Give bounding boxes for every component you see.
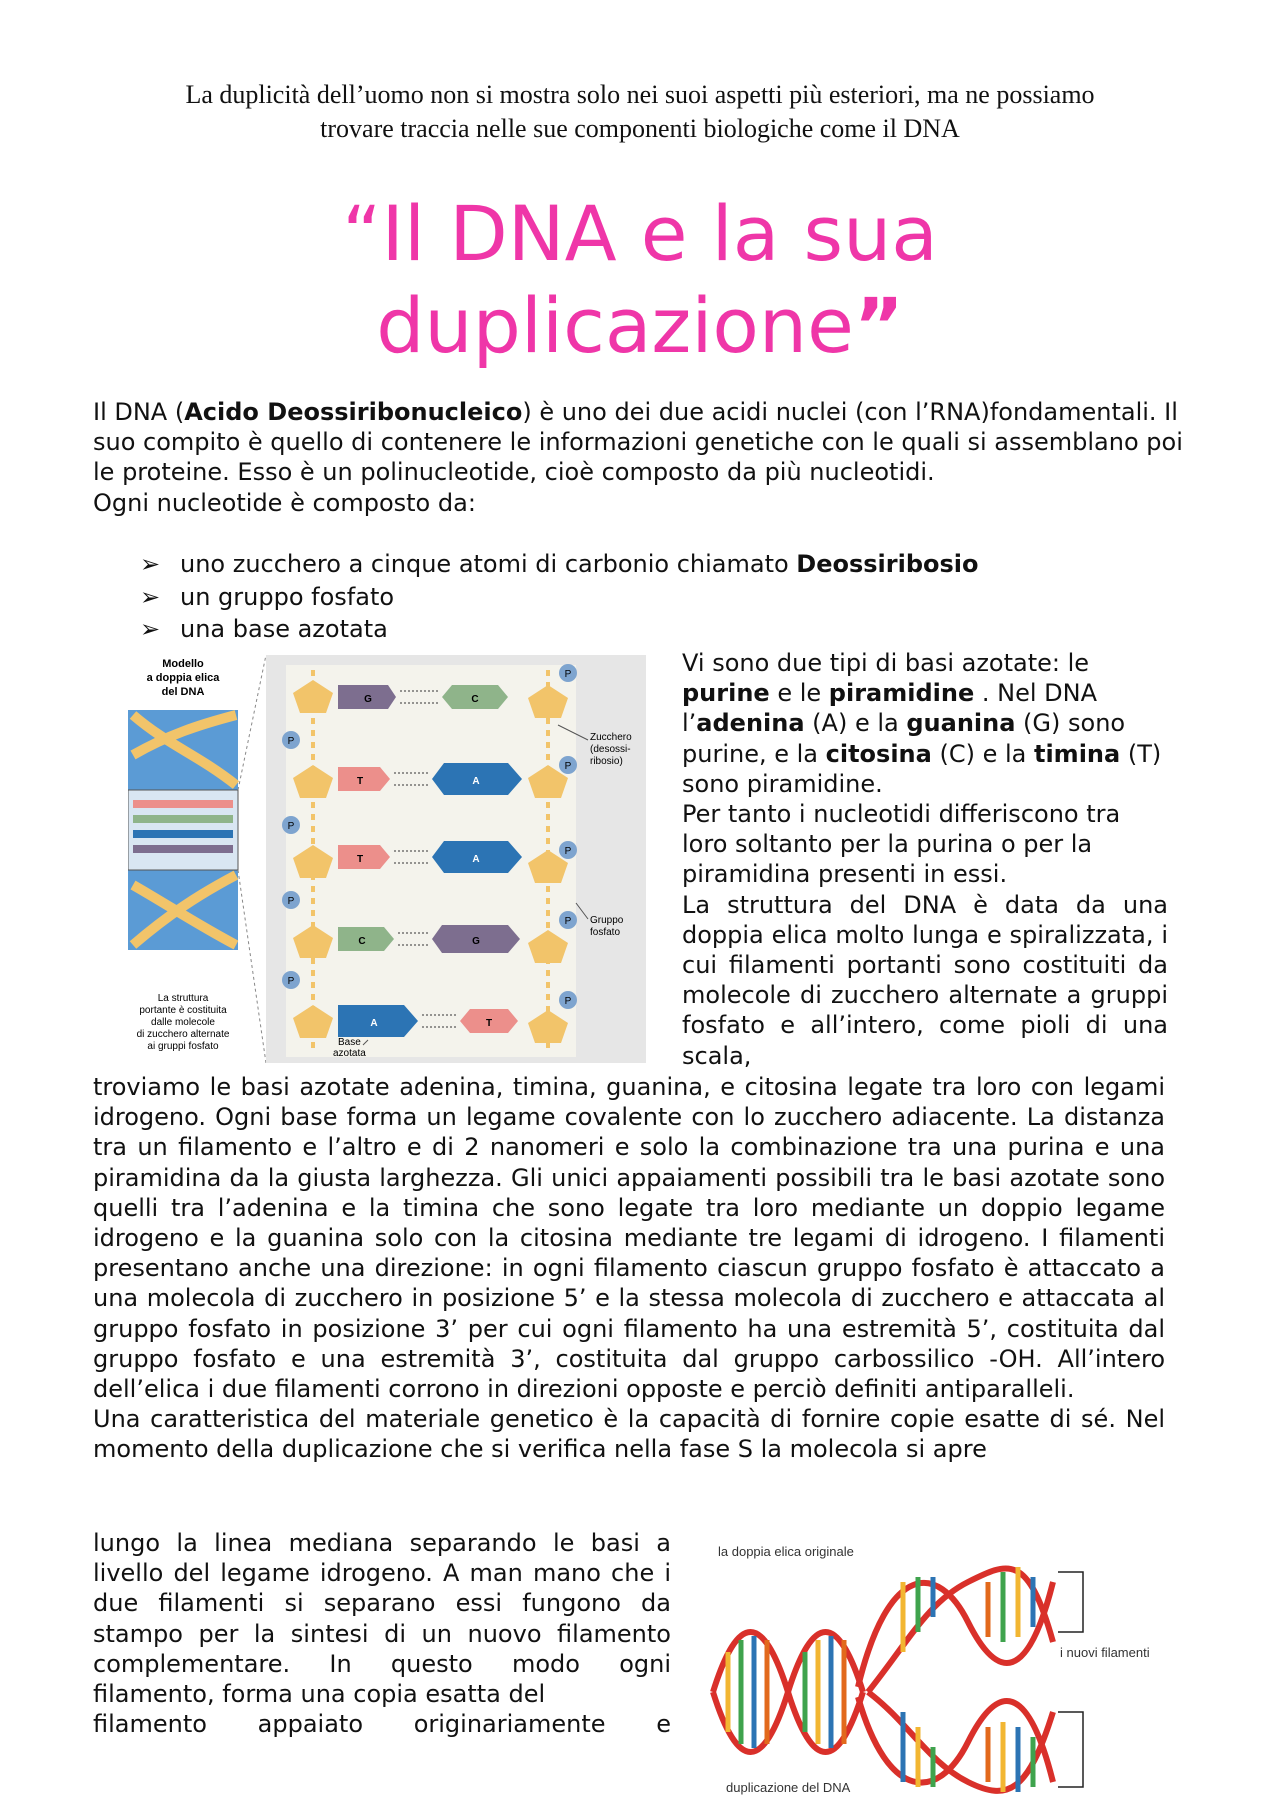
intro-text <box>80 78 1200 146</box>
text-span: (T) sono piramidine. <box>682 739 1162 798</box>
label-original-helix: la doppia elica originale <box>718 1544 854 1559</box>
phosphate-label: P <box>564 761 572 772</box>
text-span: . Nel DNA l’ <box>682 679 1098 738</box>
list-item-text: un gruppo fosfato <box>180 582 395 611</box>
intro-paragraph <box>93 397 1183 518</box>
term-timina: timina <box>1033 739 1121 768</box>
figure-caption-line-2: portante è costituita <box>139 1005 227 1016</box>
arrow-bullet-icon: ➢ <box>140 615 161 643</box>
list-item <box>140 614 979 647</box>
term-acido-deossiribonucleico: Acido Deossiribonucleico <box>184 398 523 426</box>
text-span: ) è uno dei due acidi nuclei (con l’RNA)fondamentali. Il suo compito è quello di contenere le informazioni genetiche con le quali si assemblano poi le proteine. Esso è un polinucleotide, cioè composto da più nucleotidi. <box>93 398 1183 487</box>
phosphate-label: P <box>287 896 295 907</box>
paragraph-nucleotide-difference: Per tanto i nucleotidi differiscono tra loro soltanto per la purina o per la piramidina presenti in essi. <box>682 800 1121 889</box>
bases-paragraph <box>682 648 1168 1071</box>
figure-caption-line-1: La struttura <box>157 993 209 1004</box>
figure-caption-line-5: ai gruppi fosfato <box>147 1041 219 1052</box>
paragraph-bases <box>682 648 1168 799</box>
phosphate-label: P <box>564 996 572 1007</box>
title-text-2: duplicazione <box>376 281 854 370</box>
label-sugar-line-2: (desossi- <box>590 744 631 755</box>
label-base-line-2: azotata <box>333 1048 366 1059</box>
paragraph-duplication: Una caratteristica del materiale genetico è la capacità di fornire copie esatte di sé. Nel momento della duplicazione che si verifica nella fase S la molecola si apre <box>93 1405 1165 1464</box>
phosphate-label: P <box>287 821 295 832</box>
figure-title-line-1: Modello <box>162 658 204 670</box>
base-label-c: C <box>358 936 366 947</box>
base-label-a: A <box>370 1018 378 1029</box>
intro-line-1: La duplicità dell’uomo non si mostra solo nei suoi aspetti più esteriori, ma ne possiamo <box>185 80 1095 109</box>
text-span: (G) sono purine, e la <box>682 709 1126 768</box>
term-citosina: citosina <box>825 739 932 768</box>
phosphate-label: P <box>287 736 295 747</box>
term-guanina: guanina <box>906 709 1016 738</box>
arrow-bullet-icon: ➢ <box>140 550 161 578</box>
intro-line-2: trovare traccia nelle sue componenti biologiche come il DNA <box>320 114 960 143</box>
term-purine: purine <box>682 679 770 708</box>
label-dna-duplication: duplicazione del DNA <box>726 1780 851 1795</box>
title-open-quote: “ <box>342 189 382 278</box>
paragraph-nucleotide: Ogni nucleotide è composto da: <box>93 488 476 517</box>
base-label-a: A <box>472 854 480 865</box>
phosphate-label: P <box>287 976 295 987</box>
figure-title-line-2: a doppia elica <box>146 672 220 684</box>
helix-model-inset <box>128 710 238 950</box>
label-sugar-line-1: Zucchero <box>590 732 632 743</box>
duplication-paragraph <box>93 1528 671 1739</box>
figure-title-line-3: del DNA <box>161 686 205 698</box>
arrow-bullet-icon: ➢ <box>140 582 161 611</box>
base-label-c: C <box>471 694 479 705</box>
label-sugar-line-3: ribosio) <box>590 756 623 767</box>
text-span: (A) e la <box>804 709 907 738</box>
base-label-t: T <box>356 776 364 787</box>
title-close-quote: ” <box>853 281 904 370</box>
term-adenina: adenina <box>696 709 805 738</box>
base-label-t: T <box>356 854 364 865</box>
structure-paragraph <box>93 1072 1165 1465</box>
label-phosphate-line-2: fosfato <box>590 927 621 938</box>
paragraph-structure: La struttura del DNA è data da una doppia elica molto lunga e spiralizzata, i cui filamenti portanti sono costituiti da molecole di zucchero alternate a gruppi fosfato e all’intero, come pioli di una scala, <box>682 890 1168 1070</box>
paragraph-bonds: troviamo le basi azotate adenina, timina, guanina, e citosina legate tra loro con legami idrogeno. Ogni base forma un legame covalente con lo zucchero adiacente. La distanza tra un filamento e l’altro e di 2 nanomeri e solo la combinazione tra una purina e una piramidina da la giusta larghezza. Gli unici appaiamenti possibili tra le basi azotate sono quelli tra l’adenina e la timina che sono legate tra loro mediante un doppio legame idrogeno e la guanina solo con la citosina mediante tre legami di idrogeno. I filamenti presentano anche una direzione: in ogni filamento ciascun gruppo fosfato è attaccato a una molecola di zucchero in posizione 5’ e la stessa molecola di zucchero e attaccata al gruppo fosfato in posizione 3’ per cui ogni filamento ha una estremità 5’, costituita dal gruppo fosfato e una estremità 3’, costituita dal gruppo carbossilico -OH. All’intero dell’elica i due filamenti corrono in direzioni opposte e perciò definiti antiparalleli. <box>93 1073 1165 1404</box>
term-deossiribosio: Deossiribosio <box>796 550 979 578</box>
base-label-t: T <box>485 1018 493 1029</box>
label-phosphate-line-1: Gruppo <box>590 915 624 926</box>
paragraph-duplication-continued: lungo la linea mediana separando le basi a livello del legame idrogeno. A man mano che i due filamenti si separano essi fungono da stampo per la sintesi di un nuovo filamento complementare. In questo modo ogni filamento, forma una copia esatta del <box>93 1529 671 1709</box>
phosphate-label: P <box>564 916 572 927</box>
list-item-text: una base azotata <box>180 615 388 643</box>
title-line-2 <box>140 280 1140 372</box>
list-item <box>140 549 979 582</box>
paragraph-last-line: filamento appaiato originariamente e <box>93 1710 671 1739</box>
text-span: (C) e la <box>931 739 1034 768</box>
phosphate-label: P <box>564 669 572 680</box>
list-item-text: uno zucchero a cinque atomi di carbonio chiamato <box>180 550 797 578</box>
text-span: Il DNA ( <box>93 398 185 426</box>
dna-double-helix-figure <box>128 655 646 1063</box>
figure-caption-line-4: di zucchero alternate <box>136 1029 230 1040</box>
title-text-1: Il DNA e la sua <box>381 189 938 278</box>
nucleotide-list <box>140 549 979 647</box>
phosphate-label: P <box>564 846 572 857</box>
text-span: e le <box>769 679 829 708</box>
base-label-g: G <box>364 694 372 705</box>
paragraph-dna <box>93 397 1183 488</box>
page-title <box>140 188 1140 372</box>
dna-duplication-figure <box>708 1542 1170 1800</box>
label-base-line-1: Base <box>338 1037 361 1048</box>
title-line-1 <box>140 188 1140 280</box>
figure-caption-line-3: dalle molecole <box>151 1017 215 1028</box>
base-label-a: A <box>472 776 480 787</box>
text-span: Vi sono due tipi di basi azotate: le <box>682 649 1090 677</box>
base-label-g: G <box>472 936 480 947</box>
label-new-filaments: i nuovi filamenti <box>1060 1645 1150 1660</box>
list-item <box>140 582 979 615</box>
term-piramidine: piramidine <box>828 679 975 708</box>
